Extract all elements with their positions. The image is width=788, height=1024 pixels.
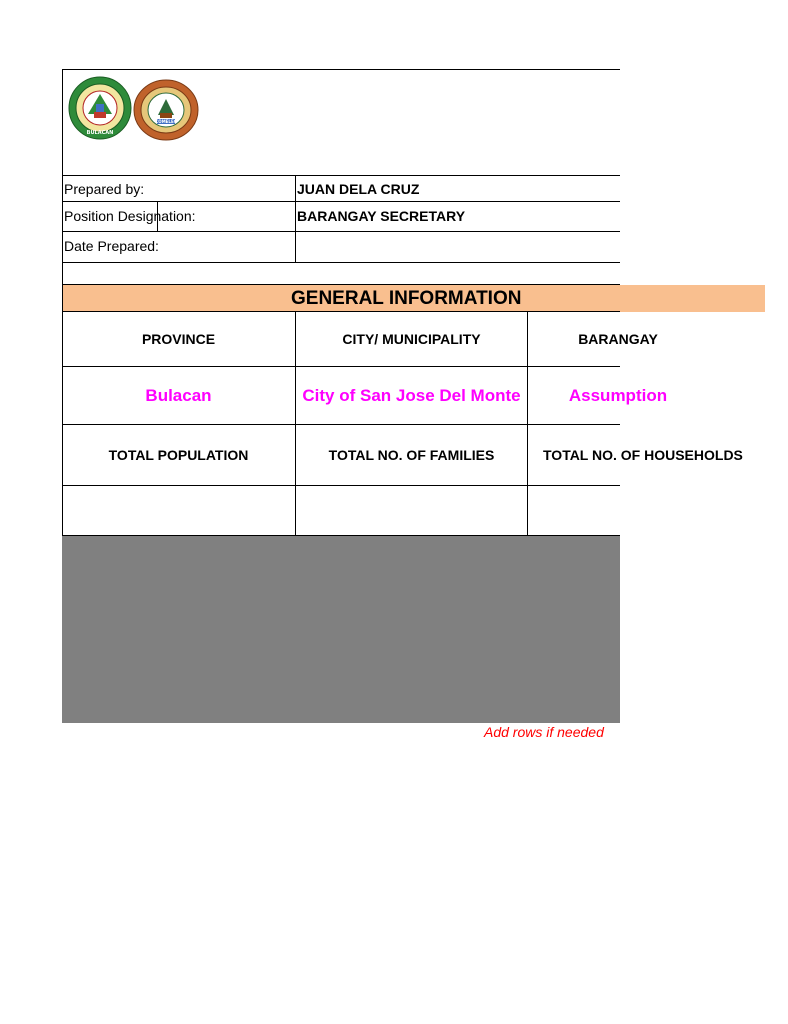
prepared-by-value[interactable]: JUAN DELA CRUZ [297,181,420,197]
svg-text:BULACAN: BULACAN [86,130,114,136]
total-population-value[interactable] [62,486,295,535]
add-rows-note: Add rows if needed [484,724,604,740]
general-information-title: GENERAL INFORMATION [291,288,522,309]
province-value[interactable]: Bulacan [145,385,212,405]
position-designation-value[interactable]: BARANGAY SECRETARY [297,208,466,224]
svg-text:COMELEC: COMELEC [155,119,177,124]
city-municipality-value[interactable]: City of San Jose Del Monte [302,385,521,405]
gray-placeholder-area [62,536,620,723]
barangay-value[interactable]: Assumption [568,385,668,405]
total-households-header: TOTAL NO. OF HOUSEHOLDS [543,447,743,463]
total-families-value[interactable] [296,486,527,535]
barangay-header: BARANGAY [578,331,658,347]
comelec-seal-logo [133,79,199,146]
total-families-header: TOTAL NO. OF FAMILIES [328,447,495,463]
date-prepared-label: Date Prepared: [64,238,159,254]
general-information-title-bar [62,285,765,312]
city-municipality-header: CITY/ MUNICIPALITY [342,331,481,347]
position-designation-label: Position Designation: [64,208,196,224]
total-households-value[interactable] [528,486,708,535]
prepared-by-label: Prepared by: [64,181,145,197]
total-population-header: TOTAL POPULATION [108,447,249,463]
top-border [62,69,620,70]
municipal-seal-logo [68,76,132,145]
province-header: PROVINCE [141,331,216,347]
